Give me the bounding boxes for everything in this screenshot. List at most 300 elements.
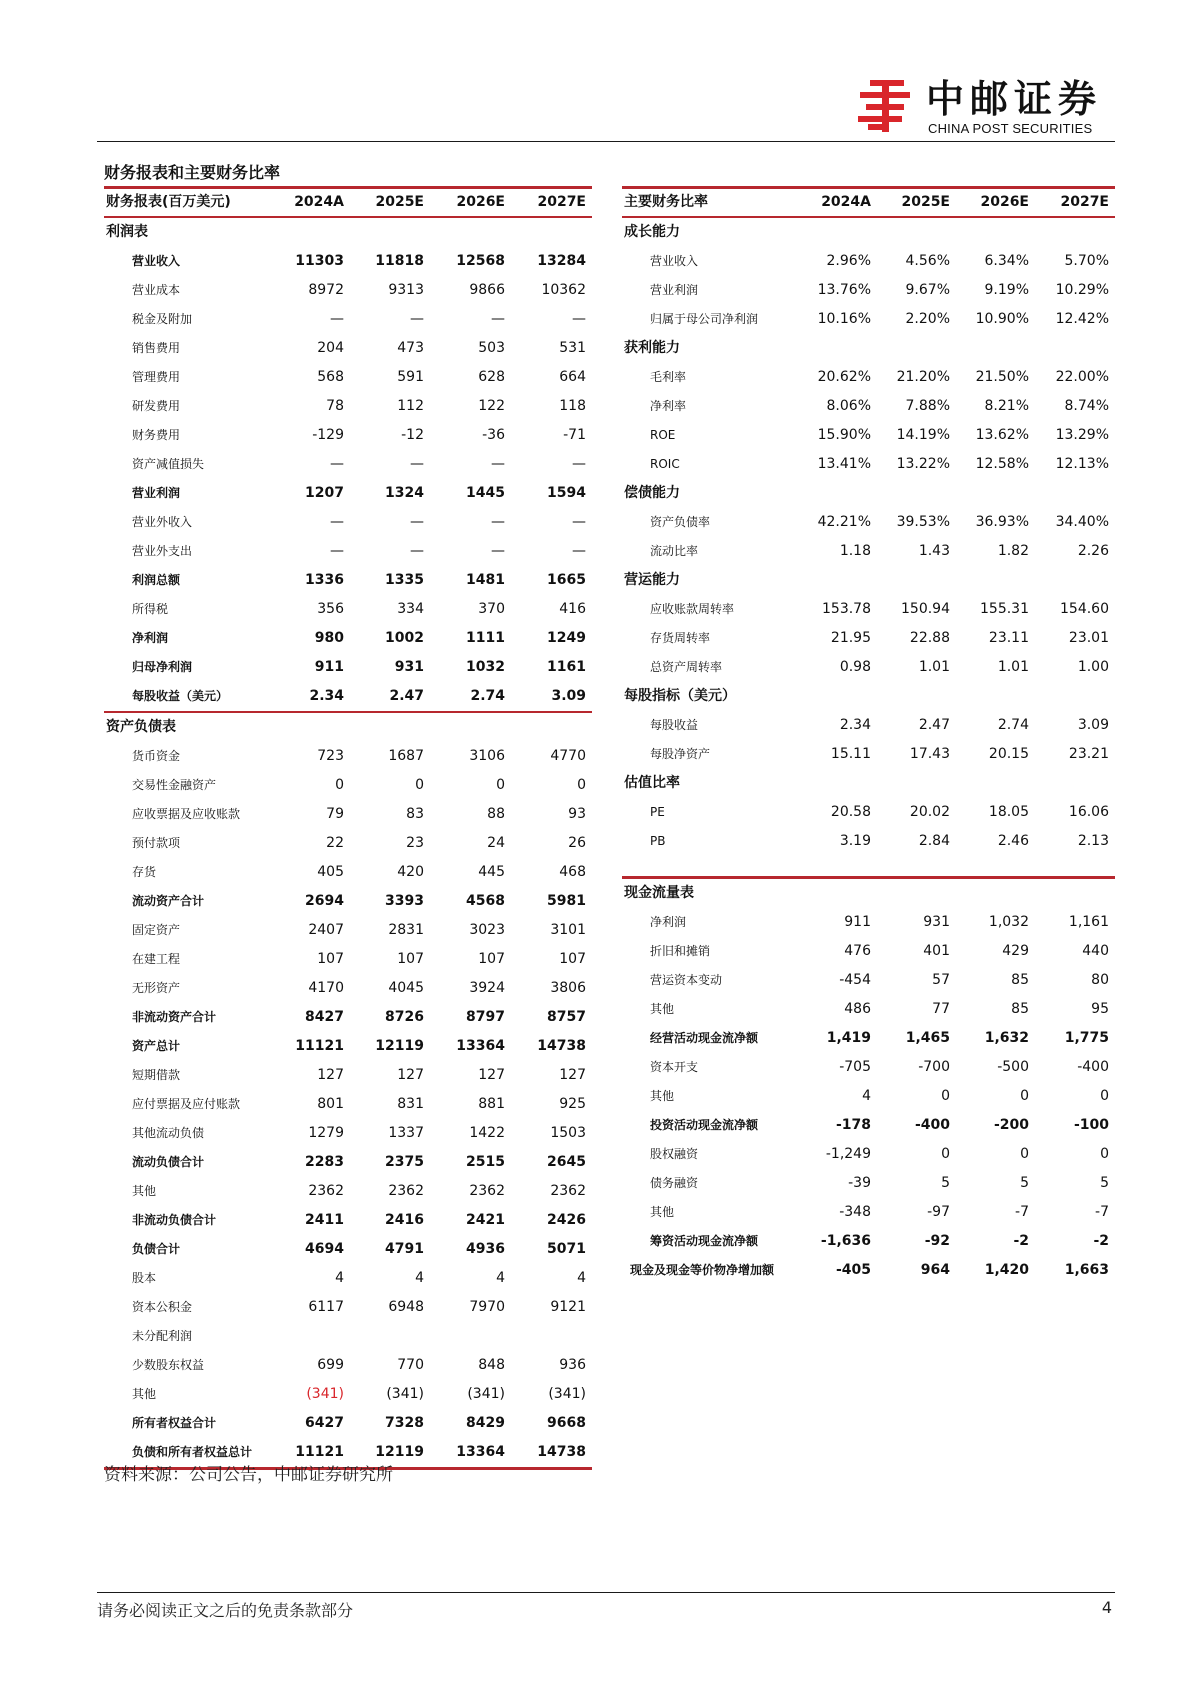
cell-value: 12.42% (1055, 311, 1109, 327)
cell-value: 7.88% (905, 398, 950, 414)
table-row (622, 247, 1115, 276)
cell-value (350, 1322, 430, 1351)
cell-value: 334 (397, 601, 424, 617)
cell-value: — (410, 311, 424, 327)
cell-value (798, 566, 877, 595)
cell-value: 4 (577, 1270, 586, 1286)
cell-value: 22.88 (909, 630, 950, 646)
cell-value: 77 (932, 1001, 950, 1017)
cell-value (1035, 334, 1115, 363)
table-row (104, 1322, 592, 1351)
table-row (622, 276, 1115, 305)
cell-value: 12568 (456, 253, 505, 269)
cell-value: 23.21 (1068, 746, 1109, 762)
row-label: 流动比率 (650, 544, 699, 558)
table-row (104, 771, 592, 800)
cell-value: 0 (496, 777, 505, 793)
row-label: 每股收益 (650, 718, 699, 732)
cell-value: — (572, 543, 586, 559)
cell-value (877, 334, 956, 363)
table-row (622, 450, 1115, 479)
cell-value: 1032 (466, 659, 505, 675)
cell-value: 14738 (537, 1038, 586, 1054)
cell-value: 9.19% (984, 282, 1029, 298)
cell-value: — (491, 514, 505, 530)
cell-value (350, 217, 430, 247)
row-label: 毛利率 (650, 370, 687, 384)
row-label: 固定资产 (132, 923, 181, 937)
table-row (622, 305, 1115, 334)
cell-value: (341) (386, 1386, 424, 1402)
table-row (622, 363, 1115, 392)
cell-value: 3101 (550, 922, 586, 938)
table-row (622, 711, 1115, 740)
cell-value: -7 (1015, 1204, 1029, 1220)
table-row (104, 682, 592, 712)
cell-value: 5 (1100, 1175, 1109, 1191)
cell-value: 531 (559, 340, 586, 356)
cell-value: 1.43 (918, 543, 950, 559)
table-row (622, 1024, 1115, 1053)
table-row (104, 1032, 592, 1061)
cell-value: — (491, 311, 505, 327)
cell-value: 13.76% (817, 282, 871, 298)
row-label: 其他 (132, 1387, 157, 1401)
cell-value: 3106 (469, 748, 505, 764)
table-row (622, 595, 1115, 624)
cell-value: 5071 (547, 1241, 586, 1257)
cell-value: 1481 (466, 572, 505, 588)
table-row (104, 887, 592, 916)
cell-value: 2416 (385, 1212, 424, 1228)
cell-value (511, 1322, 592, 1351)
cell-value: — (410, 514, 424, 530)
row-label: 营业收入 (650, 254, 699, 268)
cell-value: 13284 (537, 253, 586, 269)
row-label: 折旧和摊销 (650, 944, 711, 958)
cell-value: 591 (397, 369, 424, 385)
cell-value: 20.62% (817, 369, 871, 385)
cell-value (956, 217, 1035, 247)
row-label: 其他 (650, 1205, 675, 1219)
cell-value: 356 (317, 601, 344, 617)
cell-value: 1,632 (984, 1030, 1029, 1046)
cell-value: 36.93% (975, 514, 1029, 530)
cell-value: -200 (993, 1117, 1029, 1133)
row-label: 货币资金 (132, 749, 181, 763)
cell-value: 21.50% (975, 369, 1029, 385)
cell-value: 3.09 (551, 688, 586, 704)
table-row (622, 1198, 1115, 1227)
cell-value: 1279 (308, 1125, 344, 1141)
footer-divider (97, 1592, 1115, 1593)
cell-value: 405 (317, 864, 344, 880)
row-label: 资本公积金 (132, 1300, 193, 1314)
cell-value: 12119 (375, 1038, 424, 1054)
cell-value: 17.43 (909, 746, 950, 762)
cell-value (511, 217, 592, 247)
cell-value: 4770 (550, 748, 586, 764)
cell-value: 2362 (308, 1183, 344, 1199)
cell-value: 23 (406, 835, 424, 851)
cell-value: 1687 (388, 748, 424, 764)
table-row (622, 1140, 1115, 1169)
row-label: 营业外支出 (132, 544, 193, 558)
cell-value: 5 (941, 1175, 950, 1191)
cell-value: 13364 (456, 1038, 505, 1054)
cell-value: 911 (844, 914, 871, 930)
row-label: 在建工程 (132, 952, 181, 966)
cell-value: 2283 (305, 1154, 344, 1170)
cell-value: 2362 (469, 1183, 505, 1199)
cell-value: 831 (397, 1096, 424, 1112)
row-label: 股本 (132, 1271, 157, 1285)
financial-statements-table (104, 186, 592, 1470)
cell-value: 8726 (385, 1009, 424, 1025)
row-label: 流动负债合计 (132, 1155, 205, 1169)
row-label: 负债合计 (132, 1242, 181, 1256)
cell-value (956, 769, 1035, 798)
cell-value: 7970 (469, 1299, 505, 1315)
row-label: 管理费用 (132, 370, 181, 384)
cell-value: 6117 (308, 1299, 344, 1315)
cell-value: 22.00% (1055, 369, 1109, 385)
cell-value (798, 769, 877, 798)
cell-value: 8429 (466, 1415, 505, 1431)
cell-value: 699 (317, 1357, 344, 1373)
row-label: 股权融资 (650, 1147, 699, 1161)
row-label: 营业利润 (132, 486, 181, 500)
table-row (104, 1177, 592, 1206)
cell-value: 925 (559, 1096, 586, 1112)
cell-value: 23.01 (1068, 630, 1109, 646)
cell-value: 473 (397, 340, 424, 356)
cell-value: — (330, 543, 344, 559)
cell-value: — (572, 514, 586, 530)
table-row (622, 827, 1115, 856)
table-row (104, 1380, 592, 1409)
cell-value: 122 (478, 398, 505, 414)
cell-value: 88 (487, 806, 505, 822)
cell-value: -1,249 (825, 1146, 871, 1162)
cell-value: 8797 (466, 1009, 505, 1025)
row-label: 预付款项 (132, 836, 181, 850)
cell-value: 12.58% (975, 456, 1029, 472)
row-label: PE (650, 805, 665, 819)
cell-value: 24 (487, 835, 505, 851)
section-title: 利润表 (106, 224, 148, 240)
table-row (104, 1293, 592, 1322)
cell-value: 21.95 (830, 630, 871, 646)
row-label: 非流动资产合计 (132, 1010, 217, 1024)
cell-value: 9668 (547, 1415, 586, 1431)
cell-value: 3806 (550, 980, 586, 996)
cell-value: 0 (415, 777, 424, 793)
section-row (104, 712, 592, 742)
cell-value: 416 (559, 601, 586, 617)
cell-value: 20.58 (830, 804, 871, 820)
table-row (104, 624, 592, 653)
cell-value: 127 (559, 1067, 586, 1083)
cell-value: 6.34% (984, 253, 1029, 269)
row-label: 无形资产 (132, 981, 181, 995)
cell-value: — (572, 311, 586, 327)
cell-value (1035, 217, 1115, 247)
table-row (622, 740, 1115, 769)
cell-value: 14738 (511, 1438, 592, 1469)
cell-value: 2362 (550, 1183, 586, 1199)
row-label: 其他 (132, 1184, 157, 1198)
cell-value: 8.74% (1064, 398, 1109, 414)
cell-value (430, 1322, 511, 1351)
cell-value: 57 (932, 972, 950, 988)
cell-value: 3393 (385, 893, 424, 909)
cell-value: -39 (848, 1175, 871, 1191)
cell-value: -129 (312, 427, 344, 443)
cell-value (1035, 682, 1115, 711)
cell-value: 2.47 (918, 717, 950, 733)
cell-value: 1.01 (918, 659, 950, 675)
year-header: 2026E (956, 188, 1035, 218)
cell-value: 2.47 (389, 688, 424, 704)
cell-value: 11303 (295, 253, 344, 269)
table-row (104, 276, 592, 305)
cell-value (350, 712, 430, 742)
cell-value: 370 (478, 601, 505, 617)
cell-value: 1,465 (905, 1030, 950, 1046)
section-title: 获利能力 (624, 340, 680, 356)
table-row (622, 537, 1115, 566)
row-label: 未分配利润 (132, 1329, 193, 1343)
cell-value: 107 (478, 951, 505, 967)
table-row (104, 829, 592, 858)
cell-value (798, 479, 877, 508)
cell-value (1035, 878, 1115, 909)
table-row (104, 1409, 592, 1438)
cell-value: 13.41% (817, 456, 871, 472)
brand-logo (856, 76, 1116, 136)
cell-value: 13.29% (1055, 427, 1109, 443)
table-row (622, 908, 1115, 937)
row-label: 每股净资产 (650, 747, 711, 761)
cell-value: 1249 (547, 630, 586, 646)
cell-value: — (572, 456, 586, 472)
row-label: 资产减值损失 (132, 457, 205, 471)
cell-value: -400 (914, 1117, 950, 1133)
table-row (104, 1119, 592, 1148)
cell-value: -705 (839, 1059, 871, 1075)
cell-value: 85 (1011, 972, 1029, 988)
cell-value (877, 566, 956, 595)
cell-value: 22 (326, 835, 344, 851)
cell-value: 153.78 (822, 601, 871, 617)
section-title: 现金流量表 (624, 885, 694, 901)
cell-value: 770 (397, 1357, 424, 1373)
row-label: ROIC (650, 457, 680, 471)
cell-value (270, 712, 350, 742)
cell-value: 1,663 (1064, 1262, 1109, 1278)
section-row (104, 217, 592, 247)
china-post-logo-icon (856, 76, 914, 134)
row-label: 资本开支 (650, 1060, 699, 1074)
section-title: 营运能力 (624, 572, 680, 588)
cell-value: 1445 (466, 485, 505, 501)
row-label: 财务费用 (132, 428, 181, 442)
row-label: 营运资本变动 (650, 973, 723, 987)
cell-value (956, 566, 1035, 595)
cell-value: 5981 (547, 893, 586, 909)
cell-value (430, 712, 511, 742)
year-header: 2025E (350, 188, 430, 218)
table-header-label: 主要财务比率 (622, 188, 798, 218)
cell-value: 34.40% (1055, 514, 1109, 530)
table-row (622, 798, 1115, 827)
cell-value: 85 (1011, 1001, 1029, 1017)
cell-value: 21.20% (896, 369, 950, 385)
cell-value: 1594 (547, 485, 586, 501)
section-title: 每股指标（美元） (624, 688, 736, 704)
cell-value: 476 (844, 943, 871, 959)
row-label: 营业成本 (132, 283, 181, 297)
cell-value: 8.21% (984, 398, 1029, 414)
table-row (622, 392, 1115, 421)
cell-value: 26 (568, 835, 586, 851)
cell-value: -178 (835, 1117, 871, 1133)
table-row (104, 508, 592, 537)
cell-value: 1.01 (997, 659, 1029, 675)
cell-value: 445 (478, 864, 505, 880)
cell-value: 1422 (469, 1125, 505, 1141)
cell-value: 0 (1020, 1146, 1029, 1162)
cell-value: -2 (1093, 1233, 1109, 1249)
table-row (104, 247, 592, 276)
cell-value (877, 682, 956, 711)
cell-value: 2421 (466, 1212, 505, 1228)
cell-value: 9313 (388, 282, 424, 298)
table-row (104, 1264, 592, 1293)
cell-value: 2.84 (918, 833, 950, 849)
cell-value: 1324 (385, 485, 424, 501)
cell-value: 2.34 (839, 717, 871, 733)
cell-value: -2 (1013, 1233, 1029, 1249)
cell-value (798, 682, 877, 711)
section-row (622, 878, 1115, 909)
cell-value: (341) (548, 1386, 586, 1402)
cell-value: -500 (997, 1059, 1029, 1075)
row-label: 所得税 (132, 602, 169, 616)
cell-value (956, 334, 1035, 363)
cell-value: 4 (415, 1270, 424, 1286)
table-row (104, 392, 592, 421)
section-title: 偿债能力 (624, 485, 680, 501)
cell-value: 154.60 (1060, 601, 1109, 617)
cell-value: 2694 (305, 893, 344, 909)
cell-value: 980 (314, 630, 344, 646)
cell-value: 112 (397, 398, 424, 414)
cell-value: 8972 (308, 282, 344, 298)
cell-value: 1.00 (1077, 659, 1109, 675)
row-label: ROE (650, 428, 676, 442)
cell-value (956, 682, 1035, 711)
row-label: PB (650, 834, 666, 848)
table-row (104, 450, 592, 479)
row-label: 交易性金融资产 (132, 778, 217, 792)
cell-value: -405 (835, 1262, 871, 1278)
cell-value: 1002 (385, 630, 424, 646)
cell-value (956, 479, 1035, 508)
table-row (622, 1227, 1115, 1256)
row-label: 税金及附加 (132, 312, 193, 326)
cell-value: 16.06 (1068, 804, 1109, 820)
cell-value: 2.96% (826, 253, 871, 269)
table-row (104, 974, 592, 1003)
cell-value: 2645 (547, 1154, 586, 1170)
cell-value (877, 878, 956, 909)
cell-value: 628 (478, 369, 505, 385)
table-row (622, 653, 1115, 682)
brand-name-en: CHINA POST SECURITIES (928, 121, 1093, 136)
row-label: 每股收益（美元） (132, 689, 229, 703)
cell-value: 1337 (388, 1125, 424, 1141)
table-row (622, 1111, 1115, 1140)
cell-value: 1111 (466, 630, 505, 646)
cell-value: 127 (397, 1067, 424, 1083)
table-row (104, 653, 592, 682)
table-row (622, 995, 1115, 1024)
cell-value: 1,161 (1068, 914, 1109, 930)
cell-value: 95 (1091, 1001, 1109, 1017)
cell-value: 20.02 (909, 804, 950, 820)
section-row (622, 566, 1115, 595)
cell-value: 2.13 (1077, 833, 1109, 849)
row-label: 应收账款周转率 (650, 602, 735, 616)
table-row (622, 966, 1115, 995)
row-label: 总资产周转率 (650, 660, 723, 674)
header-divider (97, 141, 1115, 142)
cell-value: 7328 (385, 1415, 424, 1431)
cell-value: 10.29% (1055, 282, 1109, 298)
section-row (622, 217, 1115, 247)
cell-value: 107 (317, 951, 344, 967)
year-header: 2024A (270, 188, 350, 218)
year-header: 2024A (798, 188, 877, 218)
cell-value: 6948 (388, 1299, 424, 1315)
section-row (622, 479, 1115, 508)
table-row (104, 1090, 592, 1119)
cell-value: -1,636 (820, 1233, 871, 1249)
cell-value (798, 217, 877, 247)
table-row (104, 800, 592, 829)
cell-value: 9121 (550, 1299, 586, 1315)
cell-value: 936 (559, 1357, 586, 1373)
row-label: 投资活动现金流净额 (650, 1118, 759, 1132)
cell-value: 911 (314, 659, 344, 675)
cell-value (430, 217, 511, 247)
cell-value: 440 (1082, 943, 1109, 959)
section-title: 资产负债表 (104, 712, 270, 742)
cell-value (798, 334, 877, 363)
cell-value: 568 (317, 369, 344, 385)
table-row (622, 937, 1115, 966)
table-row (104, 858, 592, 887)
section-row (622, 334, 1115, 363)
row-label: 资产总计 (132, 1039, 181, 1053)
cell-value: 83 (406, 806, 424, 822)
row-label: 其他流动负债 (132, 1126, 205, 1140)
cell-value: 2362 (388, 1183, 424, 1199)
cell-value: 0 (941, 1146, 950, 1162)
cell-value: 2515 (466, 1154, 505, 1170)
